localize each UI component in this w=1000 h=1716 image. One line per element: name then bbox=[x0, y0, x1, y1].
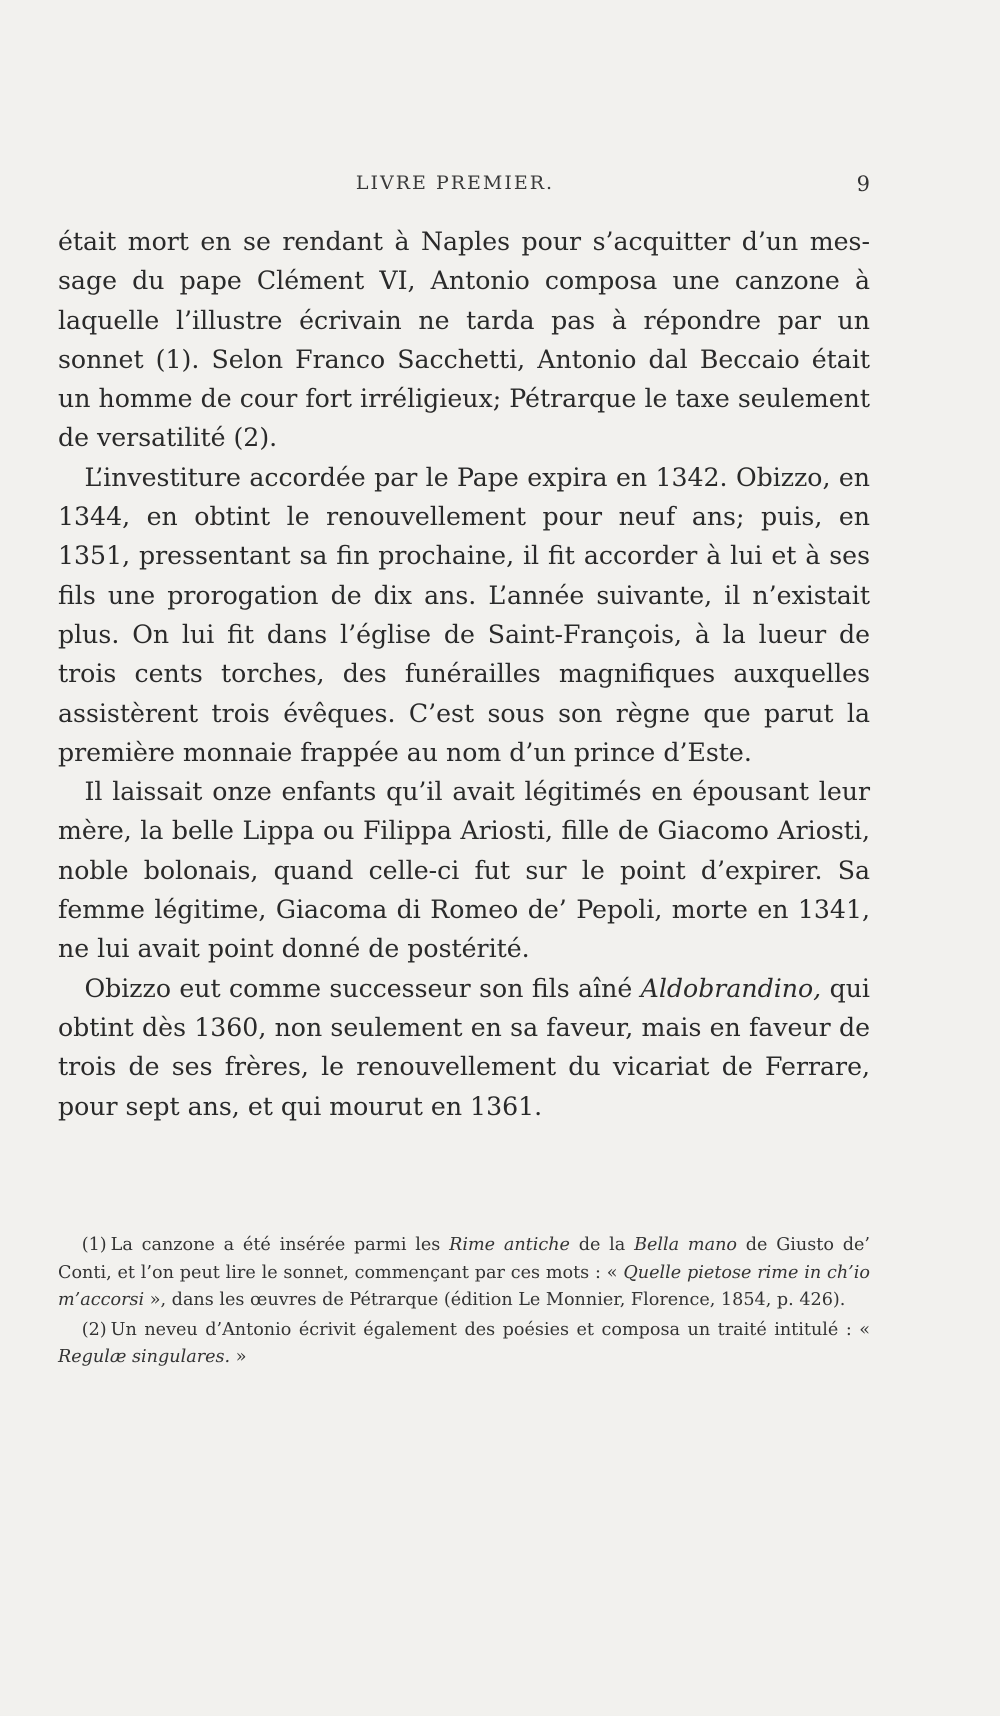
paragraph-4-text-start: Obizzo eut comme successeur son fils aîné bbox=[84, 973, 641, 1003]
footnote-1 bbox=[58, 1232, 870, 1315]
footnote-1-text-a: La canzone a été insérée parmi les bbox=[110, 1235, 450, 1255]
footnote-2 bbox=[58, 1317, 870, 1372]
footnote-1-title-bella-mano: Bella mano bbox=[634, 1235, 738, 1255]
footnote-1-text-b: de la bbox=[569, 1235, 635, 1255]
footnotes bbox=[58, 1232, 870, 1374]
footnote-2-text-a: Un neveu d’Antonio écrivit également des poésies et composa un traité intitulé : « bbox=[110, 1319, 870, 1340]
page-number: 9 bbox=[856, 172, 870, 196]
footnote-1-text-d: », dans les œuvres de Pétrarque (édition Le Monnier, Florence, 1854, p. 426). bbox=[144, 1290, 846, 1310]
footnote-2-number: (2) bbox=[81, 1319, 107, 1340]
paragraph-2: L’investiture accordée par le Pape expira en 1342. Obizzo, en 1344, en obtint le renouvellement pour neuf ans; puis, en 1351, pressentant sa fin prochaine, il fit accorder à lui et à ses fils une prorogation de dix ans. L’année suivante, il n’existait plus. On lui fit dans l’église de Saint-François, à la lueur de trois cents torches, des funérailles magnifiques auxquelles assistèrent trois évêques. C’est sous son règne que parut la première monnaie frappée au nom d’un prince d’Este. bbox=[58, 462, 870, 767]
paragraph-1: était mort en se rendant à Naples pour s’acquitter d’un message du pape Clément VI, Antonio composa une canzone à laquelle l’illustre écrivain ne tarda pas à répondre par un sonnet (1). Selon Franco Sacchetti, Antonio dal Beccaio était un homme de cour fort irréligieux; Pétrarque le taxe seulement de versatilité (2). bbox=[58, 227, 870, 453]
name-aldobrandino: Aldobrandino, bbox=[640, 973, 822, 1003]
paragraph-4 bbox=[58, 969, 870, 1126]
footnote-1-text-c: de Giusto de’ Conti, et l’on peut lire le sonnet, commençant par ces mots : « bbox=[58, 1235, 870, 1283]
footnote-1-quote: Quelle pietose rime in ch’io m’accorsi bbox=[58, 1262, 870, 1310]
footnote-1-number: (1) bbox=[81, 1235, 107, 1255]
main-text bbox=[58, 222, 870, 1126]
footnote-2-text-b: » bbox=[230, 1347, 247, 1367]
footnote-2-title: Regulæ singulares. bbox=[58, 1347, 231, 1367]
paragraph-4-text-end: qui obtint dès 1360, non seulement en sa faveur, mais en faveur de trois de ses frères, le renouvellement du vicariat de Ferrare, pour sept ans, et qui mourut en 1361. bbox=[58, 973, 870, 1121]
paragraph-3: Il laissait onze enfants qu’il avait légitimés en épousant leur mère, la belle Lippa ou Filippa Ariosti, fille de Giacomo Ariosti, noble bolonais, quand celle-ci fut sur le point d’expirer. Sa femme légitime, Giacoma di Romeo de’ Pepoli, morte en 1341, ne lui avait point donné de postérité. bbox=[58, 777, 870, 964]
running-head: LIVRE PREMIER. bbox=[355, 172, 555, 194]
page-header bbox=[40, 172, 870, 202]
footnote-1-title-rime: Rime antiche bbox=[449, 1235, 570, 1255]
